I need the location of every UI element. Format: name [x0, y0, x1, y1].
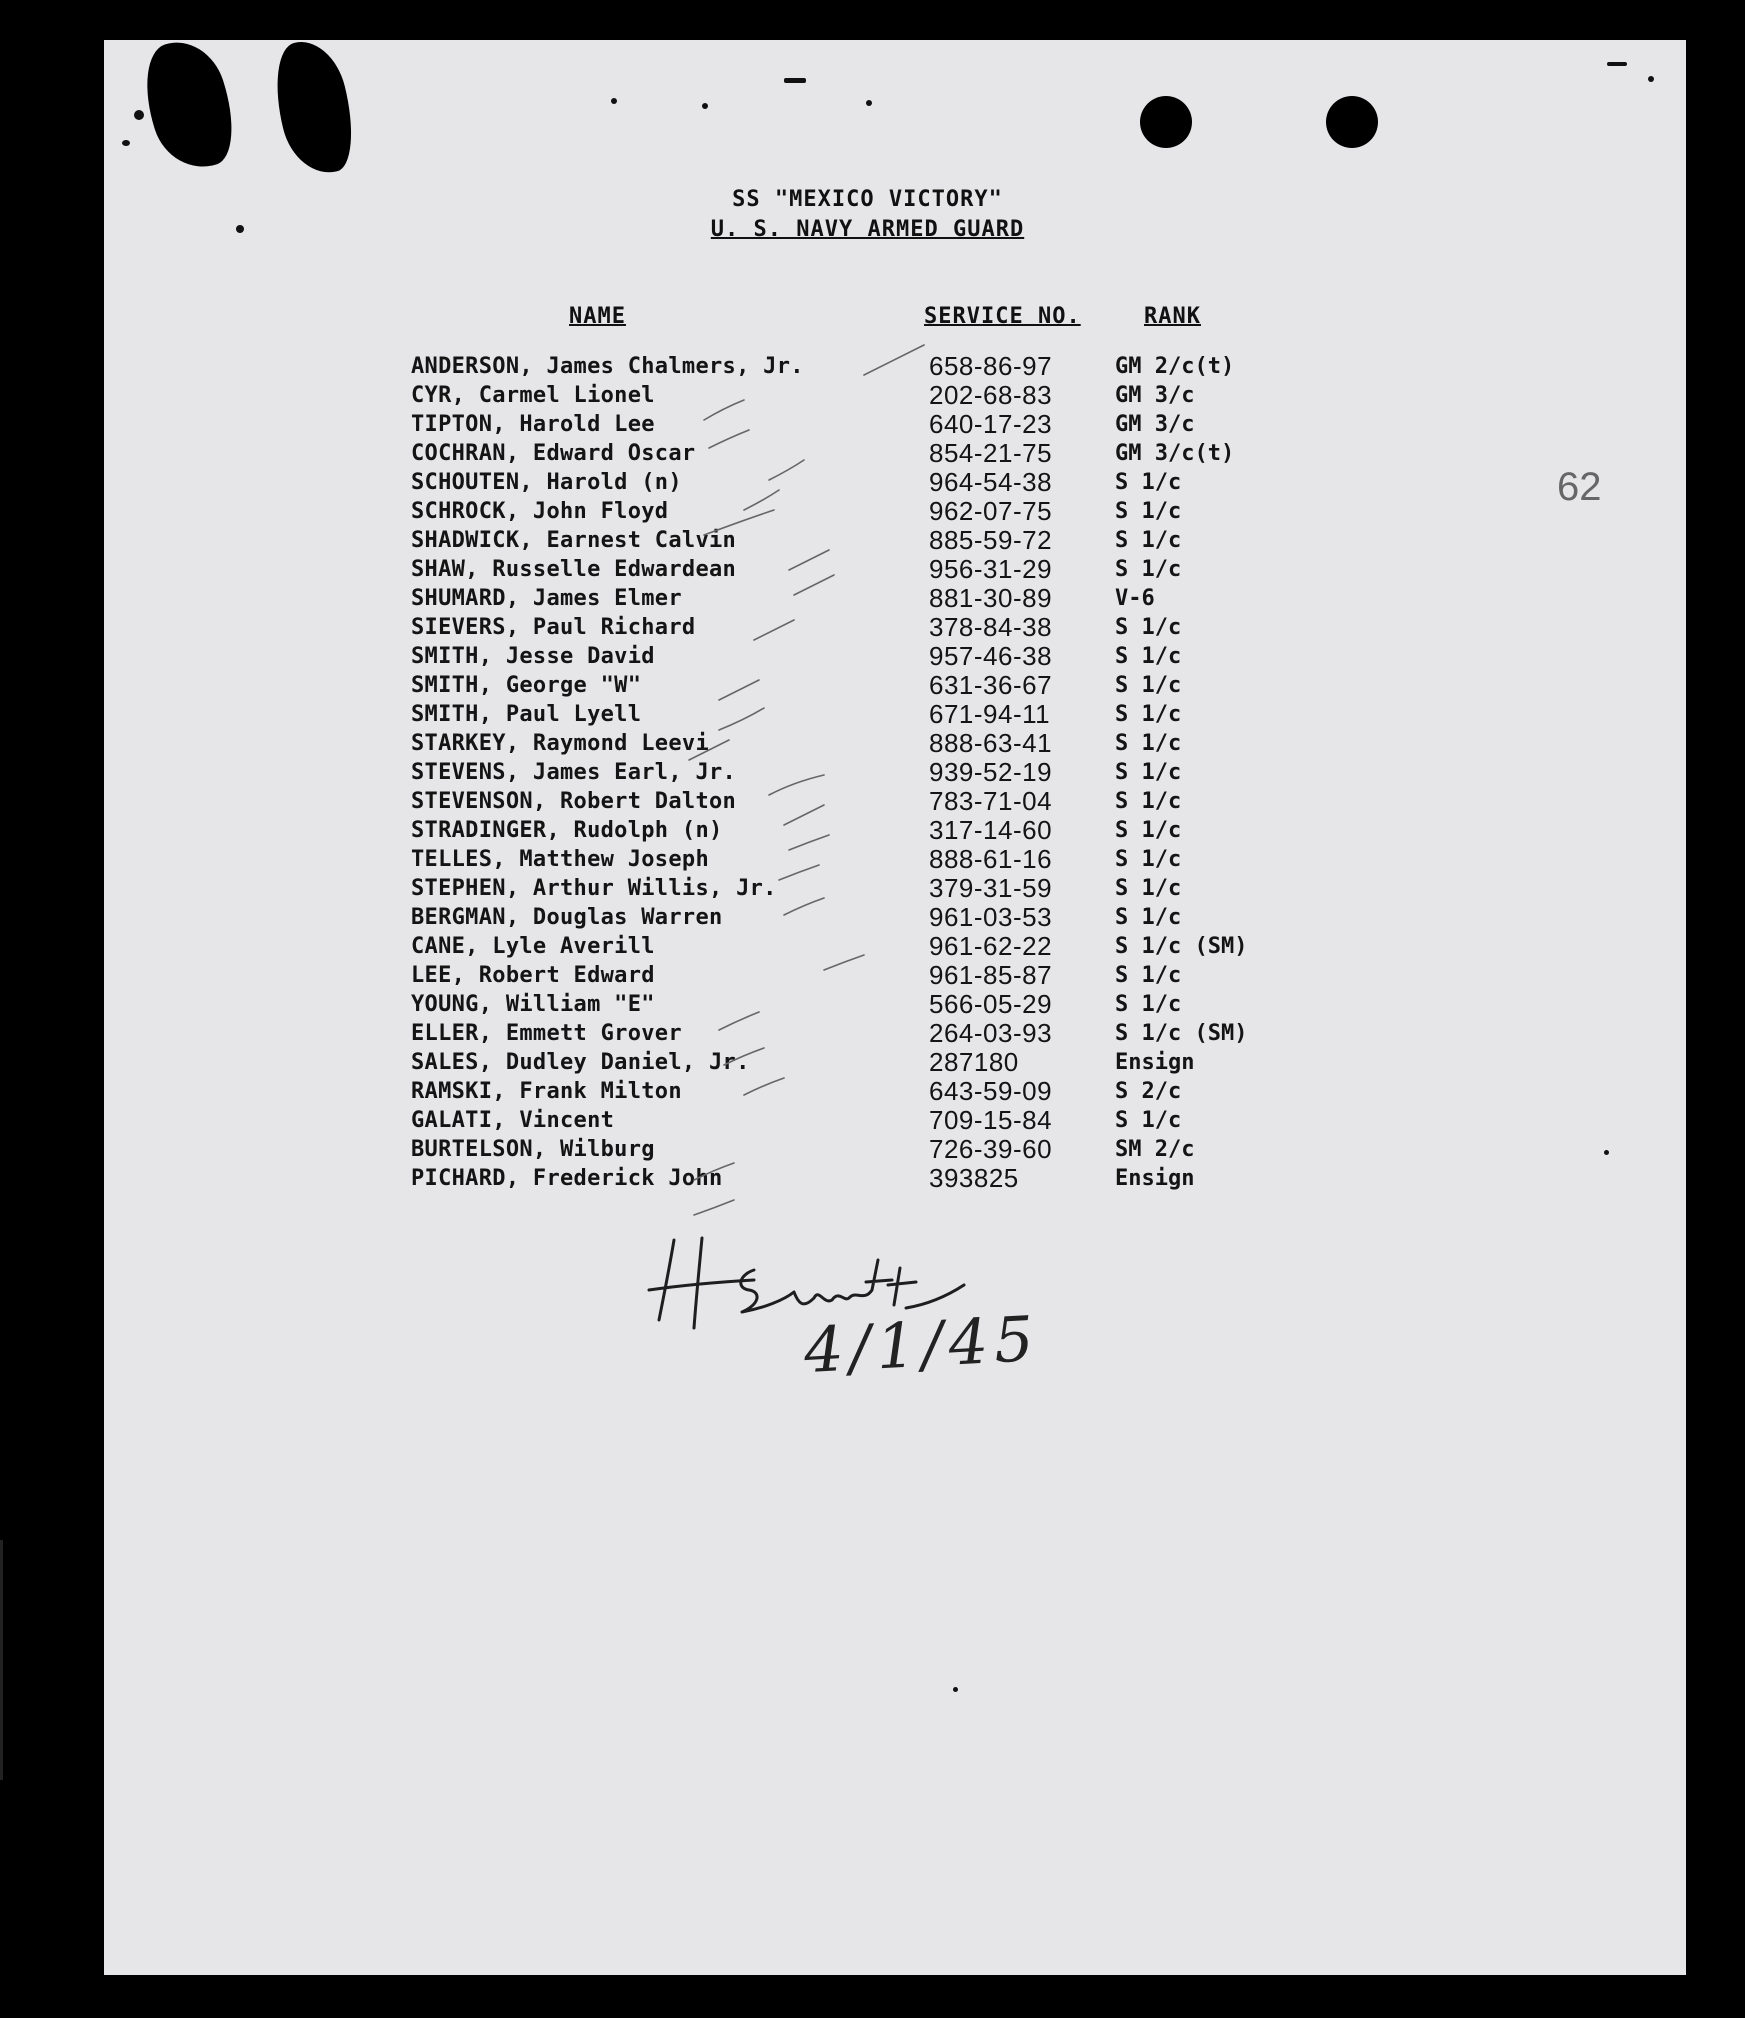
roster-service-no: 671-94-11 — [929, 699, 1051, 729]
roster-row — [104, 758, 1686, 787]
handwritten-date: 4/1/45 — [802, 1301, 1042, 1388]
roster-row — [104, 1135, 1686, 1164]
roster-name: SMITH, Paul Lyell — [411, 702, 642, 727]
roster-row — [104, 381, 1686, 410]
column-header-name: NAME — [569, 304, 626, 329]
vessel-title: SS "MEXICO VICTORY" — [732, 187, 1003, 212]
roster-name: RAMSKI, Frank Milton — [411, 1079, 682, 1104]
roster-service-no: 956-31-29 — [929, 554, 1053, 584]
roster-service-no: 640-17-23 — [929, 409, 1053, 439]
roster-name: STEVENS, James Earl, Jr. — [411, 760, 737, 785]
speck — [134, 110, 144, 120]
roster-rank: GM 3/c — [1115, 412, 1195, 437]
roster-service-no: 939-52-19 — [929, 757, 1053, 787]
roster-rank: S 2/c — [1115, 1079, 1182, 1104]
speck — [702, 103, 708, 109]
roster-name: BURTELSON, Wilburg — [411, 1137, 655, 1162]
roster-service-no: 709-15-84 — [929, 1105, 1053, 1135]
roster-rank: S 1/c — [1115, 499, 1182, 524]
roster-row — [104, 874, 1686, 903]
roster-name: SHADWICK, Earnest Calvin — [411, 528, 737, 553]
roster-rank: S 1/c — [1115, 876, 1182, 901]
roster-service-no: 393825 — [929, 1163, 1019, 1193]
roster-name: SCHOUTEN, Harold (n) — [411, 470, 682, 495]
roster-name: SMITH, Jesse David — [411, 644, 655, 669]
roster-name: TIPTON, Harold Lee — [411, 412, 655, 437]
roster-service-no: 961-85-87 — [929, 960, 1053, 990]
roster-rank: S 1/c — [1115, 992, 1182, 1017]
roster-row — [104, 787, 1686, 816]
roster-service-no: 783-71-04 — [929, 786, 1053, 816]
roster-service-no: 264-03-93 — [929, 1018, 1053, 1048]
roster-row — [104, 584, 1686, 613]
speck — [1648, 76, 1654, 82]
roster-name: CANE, Lyle Averill — [411, 934, 655, 959]
speck — [1607, 62, 1627, 66]
roster-row — [104, 932, 1686, 961]
roster-service-no: 643-59-09 — [929, 1076, 1053, 1106]
roster-row — [104, 1077, 1686, 1106]
roster-row — [104, 816, 1686, 845]
roster-row — [104, 1019, 1686, 1048]
ink-blot-right — [264, 40, 365, 181]
roster-row — [104, 497, 1686, 526]
roster-service-no: 202-68-83 — [929, 380, 1053, 410]
tick-mark — [694, 1200, 734, 1215]
signature-text — [104, 40, 105, 41]
roster-row — [104, 990, 1686, 1019]
speck — [784, 78, 806, 83]
roster-rank: S 1/c — [1115, 905, 1182, 930]
roster-name: LEE, Robert Edward — [411, 963, 655, 988]
punch-hole-right — [1326, 96, 1378, 148]
roster-service-no: 957-46-38 — [929, 641, 1053, 671]
roster-name: COCHRAN, Edward Oscar — [411, 441, 696, 466]
speck — [122, 140, 130, 146]
roster-rank: S 1/c — [1115, 1108, 1182, 1133]
roster-service-no: 881-30-89 — [929, 583, 1053, 613]
roster-rank: GM 3/c(t) — [1115, 441, 1235, 466]
roster-service-no: 961-62-22 — [929, 931, 1053, 961]
roster-row — [104, 642, 1686, 671]
roster-rank: S 1/c — [1115, 963, 1182, 988]
speck — [866, 100, 872, 106]
roster-name: STRADINGER, Rudolph (n) — [411, 818, 723, 843]
roster-name: STARKEY, Raymond Leevi — [411, 731, 709, 756]
unit-title-text: U. S. NAVY ARMED GUARD — [710, 217, 1025, 242]
roster-rank: SM 2/c — [1115, 1137, 1195, 1162]
roster-service-no: 964-54-38 — [929, 467, 1053, 497]
speck — [611, 98, 617, 104]
roster-service-no: 888-63-41 — [929, 728, 1053, 758]
roster-rank: S 1/c — [1115, 847, 1182, 872]
document-page — [104, 40, 1686, 1975]
roster-row — [104, 671, 1686, 700]
roster-rank: GM 2/c(t) — [1115, 354, 1235, 379]
column-header-rank: RANK — [1144, 304, 1201, 329]
roster-row — [104, 555, 1686, 584]
roster-rank: S 1/c — [1115, 673, 1182, 698]
roster-row — [104, 439, 1686, 468]
roster-name: SMITH, George "W" — [411, 673, 642, 698]
roster-row — [104, 352, 1686, 381]
punch-hole-left — [1140, 96, 1192, 148]
roster-service-no: 962-07-75 — [929, 496, 1053, 526]
roster-row — [104, 1106, 1686, 1135]
roster-row — [104, 729, 1686, 758]
roster-rank: S 1/c — [1115, 789, 1182, 814]
roster-name: SHAW, Russelle Edwardean — [411, 557, 737, 582]
roster-rank: S 1/c — [1115, 818, 1182, 843]
roster-rank: Ensign — [1115, 1166, 1195, 1191]
roster-name: BERGMAN, Douglas Warren — [411, 905, 723, 930]
roster-row — [104, 410, 1686, 439]
roster-name: SHUMARD, James Elmer — [411, 586, 682, 611]
ink-blot-left — [131, 40, 247, 179]
roster-row — [104, 526, 1686, 555]
roster-service-no: 379-31-59 — [929, 873, 1053, 903]
column-header-service-no: SERVICE NO. — [924, 304, 1081, 329]
roster-service-no: 885-59-72 — [929, 525, 1053, 555]
roster-name: ELLER, Emmett Grover — [411, 1021, 682, 1046]
roster-name: CYR, Carmel Lionel — [411, 383, 655, 408]
roster-service-no: 726-39-60 — [929, 1134, 1053, 1164]
roster-name: PICHARD, Frederick John — [411, 1166, 723, 1191]
roster-service-no: 378-84-38 — [929, 612, 1053, 642]
roster-row — [104, 961, 1686, 990]
roster-rank: S 1/c — [1115, 557, 1182, 582]
roster-name: SCHROCK, John Floyd — [411, 499, 669, 524]
roster-rank: S 1/c (SM) — [1115, 934, 1248, 959]
roster-row — [104, 700, 1686, 729]
roster-service-no: 287180 — [929, 1047, 1019, 1077]
roster-rank: S 1/c — [1115, 528, 1182, 553]
roster-service-no: 854-21-75 — [929, 438, 1053, 468]
roster-rank: S 1/c — [1115, 731, 1182, 756]
roster-row — [104, 613, 1686, 642]
roster-name: TELLES, Matthew Joseph — [411, 847, 709, 872]
roster-rank: S 1/c — [1115, 615, 1182, 640]
roster-name: STEPHEN, Arthur Willis, Jr. — [411, 876, 777, 901]
unit-title — [104, 217, 1686, 242]
roster-service-no: 961-03-53 — [929, 902, 1053, 932]
roster-rank: S 1/c — [1115, 760, 1182, 785]
roster-rank: S 1/c — [1115, 644, 1182, 669]
page-number: 62 — [1557, 465, 1602, 509]
roster-row — [104, 845, 1686, 874]
roster-rank: GM 3/c — [1115, 383, 1195, 408]
speck — [953, 1687, 958, 1692]
roster-row — [104, 1164, 1686, 1193]
roster-row — [104, 1048, 1686, 1077]
roster-rank: S 1/c — [1115, 702, 1182, 727]
roster-service-no: 566-05-29 — [929, 989, 1053, 1019]
roster-rank: S 1/c (SM) — [1115, 1021, 1248, 1046]
roster-name: SALES, Dudley Daniel, Jr. — [411, 1050, 750, 1075]
roster-service-no: 631-36-67 — [929, 670, 1053, 700]
scan-edge-mark — [0, 1540, 3, 1780]
roster-name: ANDERSON, James Chalmers, Jr. — [411, 354, 804, 379]
roster-name: STEVENSON, Robert Dalton — [411, 789, 737, 814]
roster-name: GALATI, Vincent — [411, 1108, 615, 1133]
roster-name: YOUNG, William "E" — [411, 992, 655, 1017]
roster-service-no: 658-86-97 — [929, 351, 1053, 381]
roster-row — [104, 468, 1686, 497]
roster-service-no: 317-14-60 — [929, 815, 1053, 845]
roster-row — [104, 903, 1686, 932]
roster-name: SIEVERS, Paul Richard — [411, 615, 696, 640]
roster-service-no: 888-61-16 — [929, 844, 1053, 874]
roster-rank: V-6 — [1115, 586, 1155, 611]
roster-rank: S 1/c — [1115, 470, 1182, 495]
roster-rank: Ensign — [1115, 1050, 1195, 1075]
